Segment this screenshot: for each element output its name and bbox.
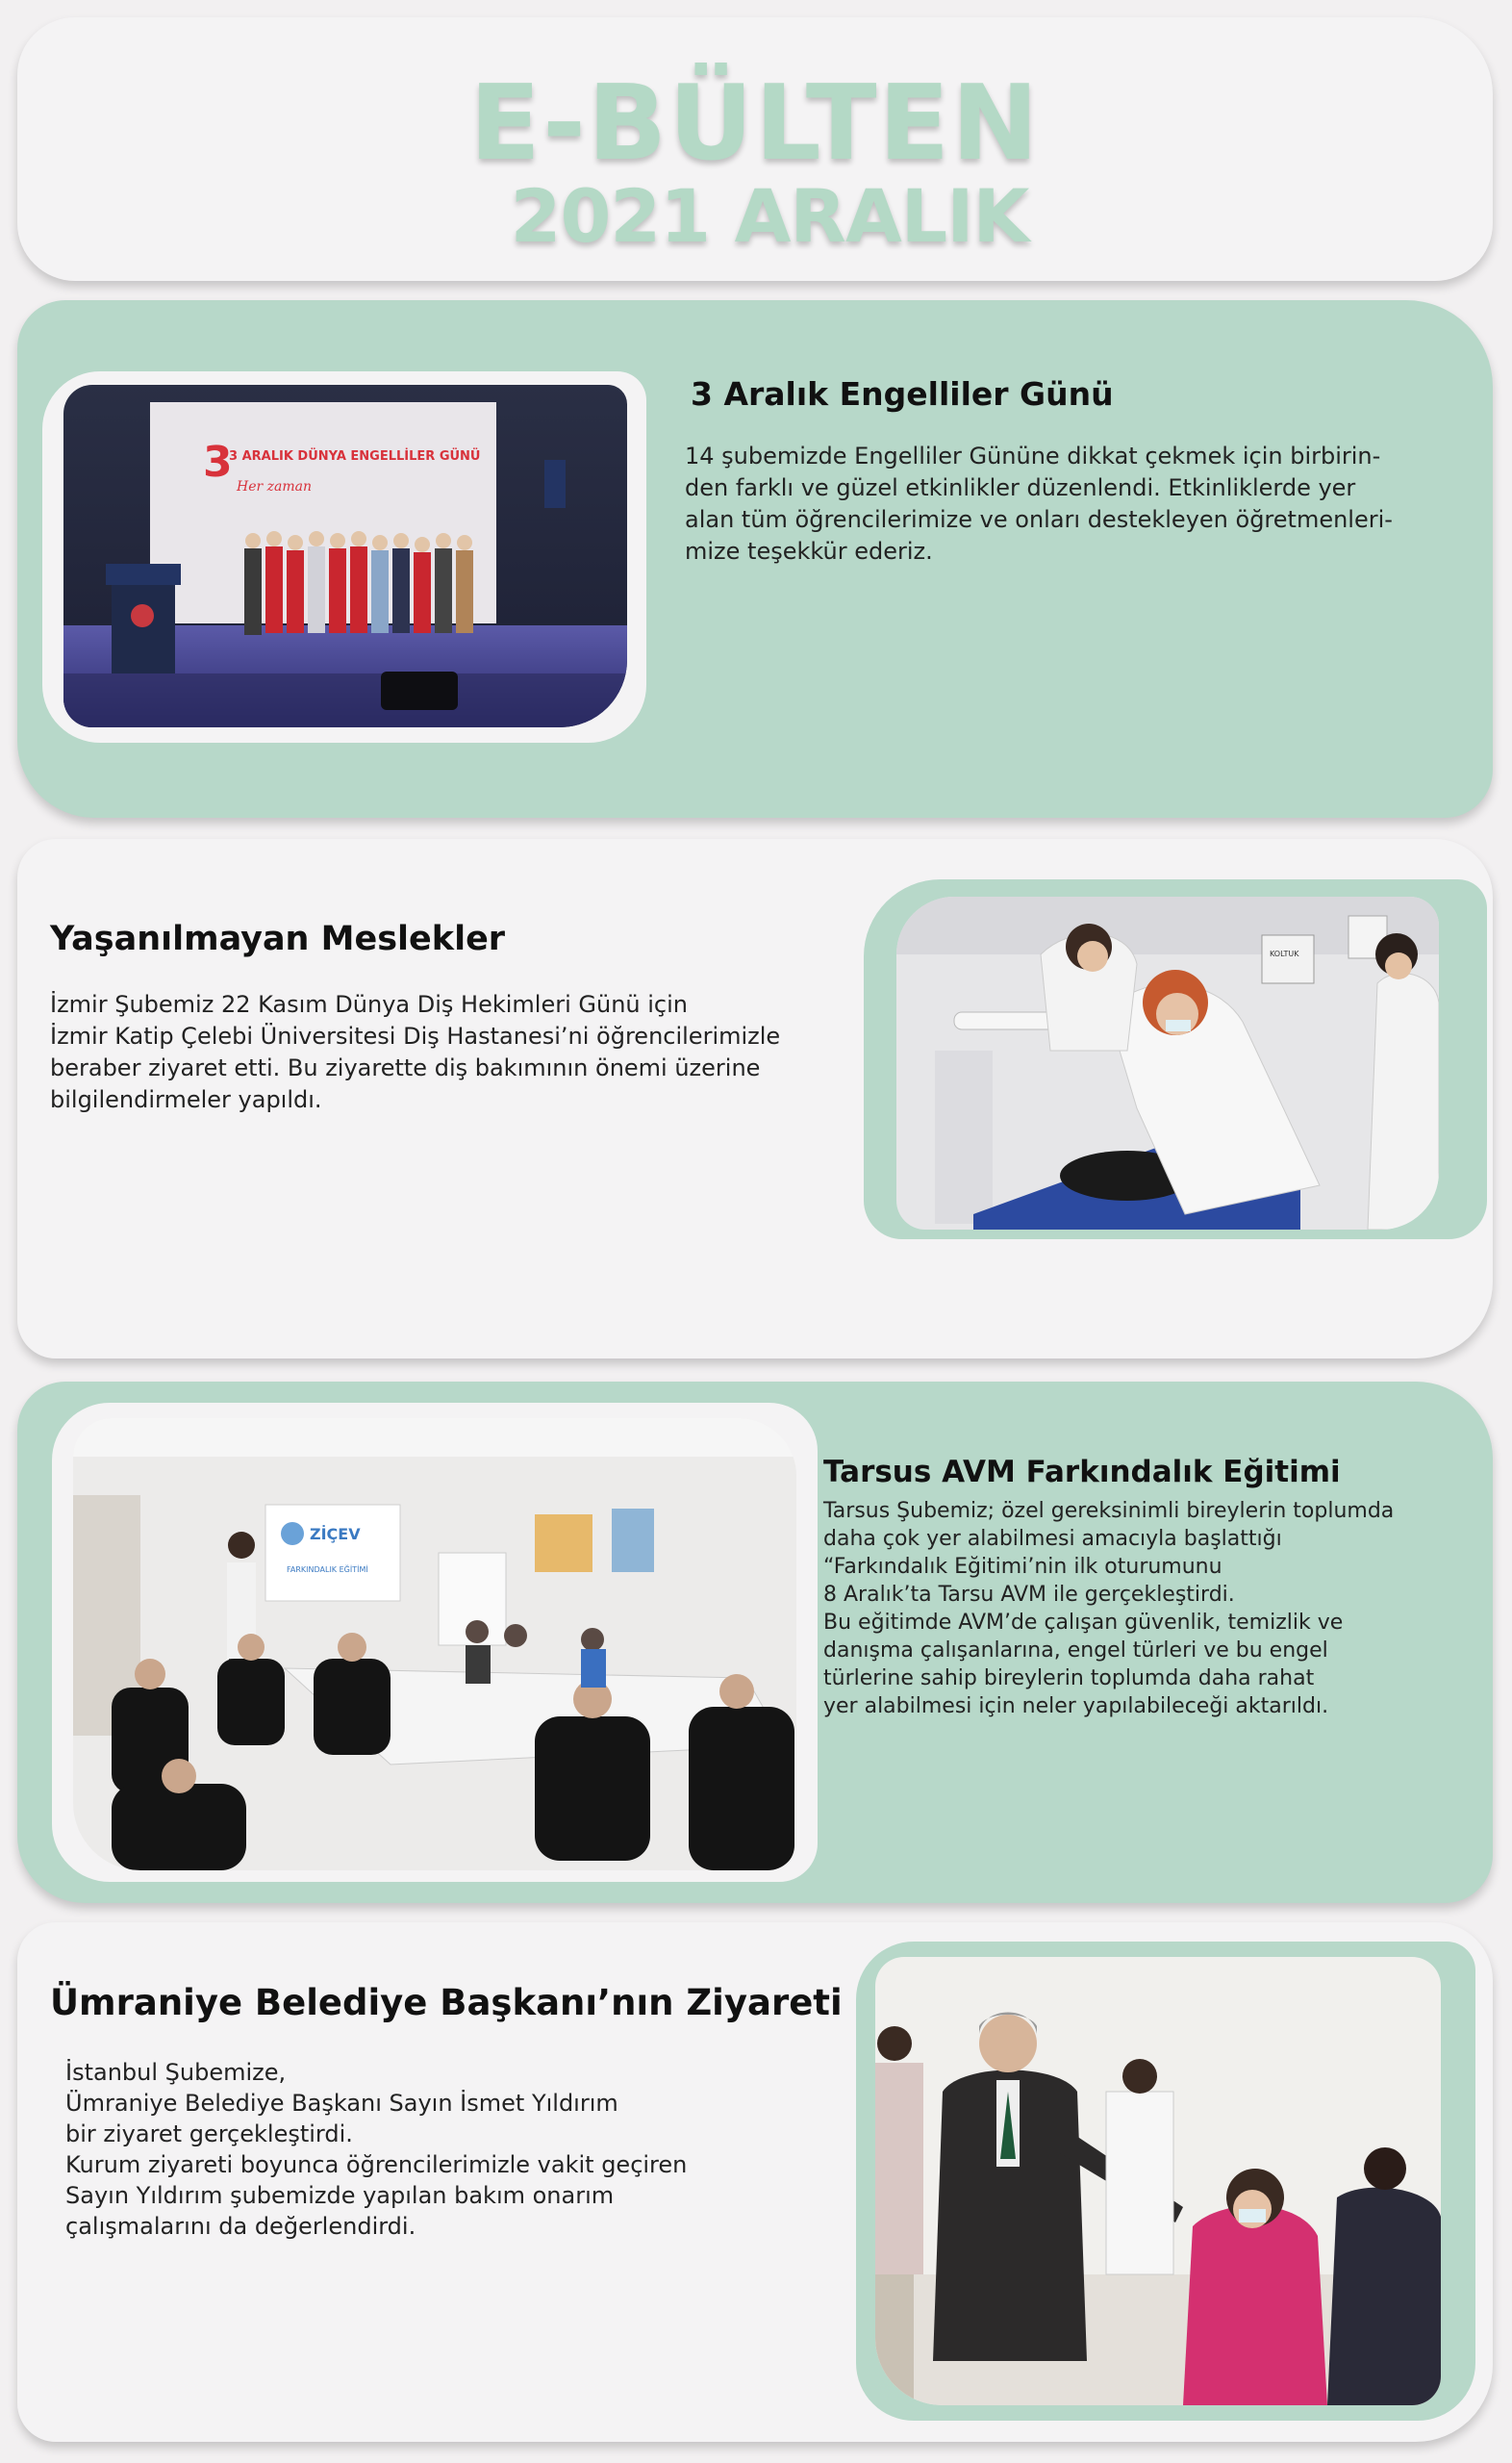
training-session-photo <box>73 1418 796 1870</box>
section-tarsus-avm <box>17 1382 1493 1903</box>
newsletter-date: 2021 ARALIK <box>510 173 1029 259</box>
newsletter-title: E-BÜLTEN <box>469 63 1041 184</box>
photo-frame <box>864 879 1487 1239</box>
photo-frame <box>856 1942 1475 2421</box>
section-title: Ümraniye Belediye Başkanı’nın Ziyareti <box>50 1982 843 2023</box>
banner-text: 3 ARALIK DÜNYA ENGELLİLER GÜNÜ <box>229 449 481 464</box>
photo-frame <box>42 371 646 743</box>
section-body: Tarsus Şubemiz; özel gereksinimli bireylerin toplumda daha çok yer alabilmesi amacıyla başlattığı “Farkındalık Eğitimi’nin ilk oturumunu 8 Aralık’ta Tarsu AVM ile gerçekleştirdi. Bu eğitimde AVM’de çalışan güvenlik, temizlik ve danışma çalışanlarına, engel türleri ve bu engel türlerine sahip bireylerin toplumda daha rahat yer alabilmesi için neler yapılabileceği aktarıldı. <box>823 1499 1395 1718</box>
section-title: Tarsus AVM Farkındalık Eğitimi <box>823 1455 1341 1489</box>
photo-frame <box>52 1403 818 1882</box>
section-title: 3 Aralık Engelliler Günü <box>691 375 1114 413</box>
header-card <box>17 17 1493 281</box>
screen-subtitle: FARKINDALIK EĞİTİMİ <box>287 1565 368 1574</box>
section-umraniye-ziyaret <box>17 1922 1493 2442</box>
svg-text:KOLTUK: KOLTUK <box>1270 950 1299 958</box>
event-stage-photo <box>63 385 627 727</box>
svg-text:3: 3 <box>203 438 233 487</box>
screen-title: ZİÇEV <box>310 1525 361 1543</box>
section-title: Yaşanılmayan Meslekler <box>50 920 506 958</box>
section-body: 14 şubemizde Engelliler Gününe dikkat çekmek için birbirin- den farklı ve güzel etkinlikler düzenlendi. Etkinliklerde yer alan tüm öğrencilerimize ve onları destekleyen öğretmenleri- mize teşekkür ederiz. <box>685 443 1393 565</box>
section-body: İzmir Şubemiz 22 Kasım Dünya Diş Hekimleri Günü için İzmir Katip Çelebi Üniversitesi Diş Hastanesi’ni öğrencilerimizle beraber ziyaret etti. Bu ziyarette diş bakımının önemi üzerine bilgilendirmeler yapıldı. <box>50 991 781 1113</box>
mayor-visit-photo <box>875 1957 1441 2405</box>
section-yasanilmayan-meslekler <box>17 839 1493 1358</box>
section-body: İstanbul Şubemize, Ümraniye Belediye Başkanı Sayın İsmet Yıldırım bir ziyaret gerçekleştirdi. Kurum ziyareti boyunca öğrencilerimizle vakit geçiren Sayın Yıldırım şubemizde yapılan bakım onarım çalışmalarını da değerlendirdi. <box>65 2059 688 2240</box>
section-engelliler-gunu <box>17 300 1493 818</box>
banner-subtext: Her zaman <box>237 479 312 495</box>
dental-visit-photo <box>896 897 1439 1230</box>
